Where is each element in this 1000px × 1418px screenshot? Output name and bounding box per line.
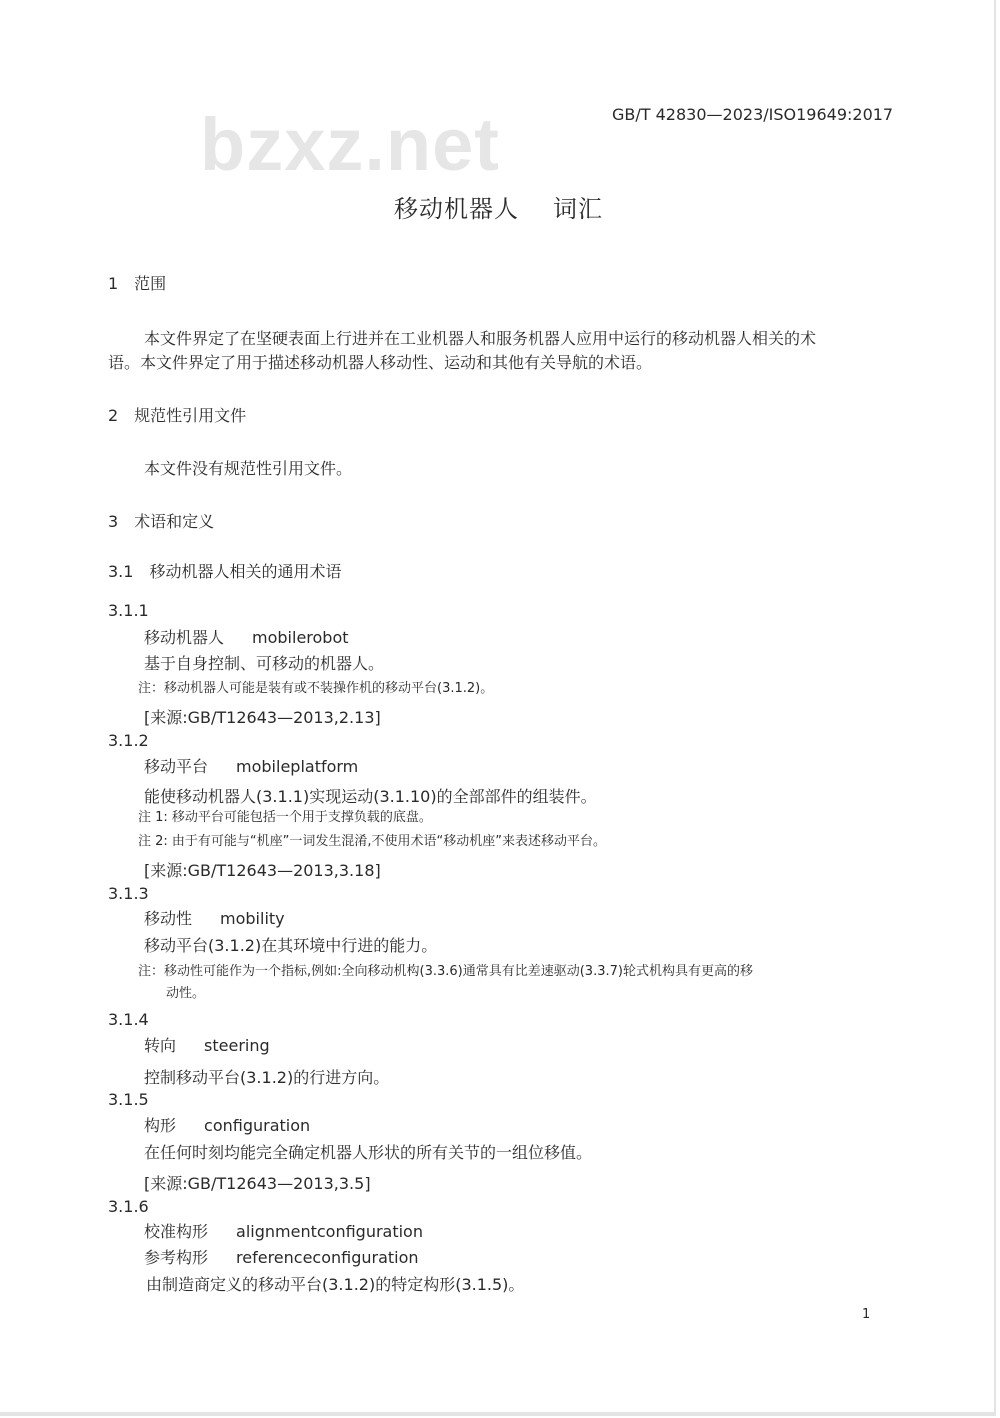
term-note: 注 1: 移动平台可能包括一个用于支撑负载的底盘。	[138, 810, 432, 825]
term-definition: 控制移动平台(3.1.2)的行进方向。	[144, 1068, 390, 1087]
term-number: 3.1.3	[108, 884, 149, 903]
term-note: 注：移动性可能作为一个指标,例如:全向移动机构(3.3.6)通常具有比差速驱动(3.3.7)轮式机构具有更高的移	[138, 964, 753, 979]
normative-references-paragraph: 本文件没有规范性引用文件。	[144, 459, 353, 478]
term-number: 3.1.5	[108, 1090, 149, 1109]
subsection-heading: 3.1 移动机器人相关的通用术语	[108, 562, 342, 581]
term-name: 移动性 mobility	[144, 909, 285, 928]
term-name: 校准构形 alignmentconfiguration	[144, 1222, 423, 1241]
title-zh2: 词汇	[553, 195, 603, 223]
term-definition: 由制造商定义的移动平台(3.1.2)的特定构形(3.1.5)。	[146, 1275, 525, 1294]
section-heading-normative-references: 2 规范性引用文件	[108, 406, 247, 425]
term-number: 3.1.6	[108, 1197, 149, 1216]
term-note-continuation: 动性。	[166, 986, 206, 1001]
term-source: [来源:GB/T12643—2013,2.13]	[144, 708, 381, 727]
term-definition: 在任何时刻均能完全确定机器人形状的所有关节的一组位移值。	[144, 1143, 593, 1162]
term-definition: 移动平台(3.1.2)在其环境中行进的能力。	[144, 936, 438, 955]
term-name: 构形 configuration	[144, 1116, 311, 1135]
page-title	[394, 194, 603, 224]
term-source: [来源:GB/T12643—2013,3.18]	[144, 861, 381, 880]
scope-paragraph-line2: 语。本文件界定了用于描述移动机器人移动性、运动和其他有关导航的术语。	[108, 353, 653, 372]
term-number: 3.1.2	[108, 731, 149, 750]
section-heading-terms: 3 术语和定义	[108, 512, 215, 531]
term-name: 转向 steering	[144, 1036, 270, 1055]
term-name: 移动机器人 mobilerobot	[144, 628, 349, 647]
term-number: 3.1.4	[108, 1010, 149, 1029]
scope-paragraph-line1: 本文件界定了在坚硬表面上行进并在工业机器人和服务机器人应用中运行的移动机器人相关的术	[144, 329, 817, 348]
page-number: 1	[862, 1307, 871, 1322]
term-note: 注 2: 由于有可能与“机座”一词发生混淆,不使用术语“移动机座”来表述移动平台。	[138, 834, 606, 849]
term-note: 注：移动机器人可能是装有或不装操作机的移动平台(3.1.2)。	[138, 681, 494, 696]
title-zh: 移动机器人	[394, 195, 519, 223]
term-alt-name: 参考构形 referenceconfiguration	[144, 1248, 419, 1267]
watermark: bzxz.net	[200, 103, 500, 186]
term-number: 3.1.1	[108, 601, 149, 620]
term-definition: 能使移动机器人(3.1.1)实现运动(3.1.10)的全部部件的组装件。	[144, 787, 597, 806]
term-name: 移动平台 mobileplatform	[144, 757, 359, 776]
section-heading-scope: 1 范围	[108, 274, 167, 293]
standard-number: GB/T 42830—2023/ISO19649:2017	[612, 105, 894, 124]
term-source: [来源:GB/T12643—2013,3.5]	[144, 1174, 371, 1193]
term-definition: 基于自身控制、可移动的机器人。	[144, 654, 385, 673]
